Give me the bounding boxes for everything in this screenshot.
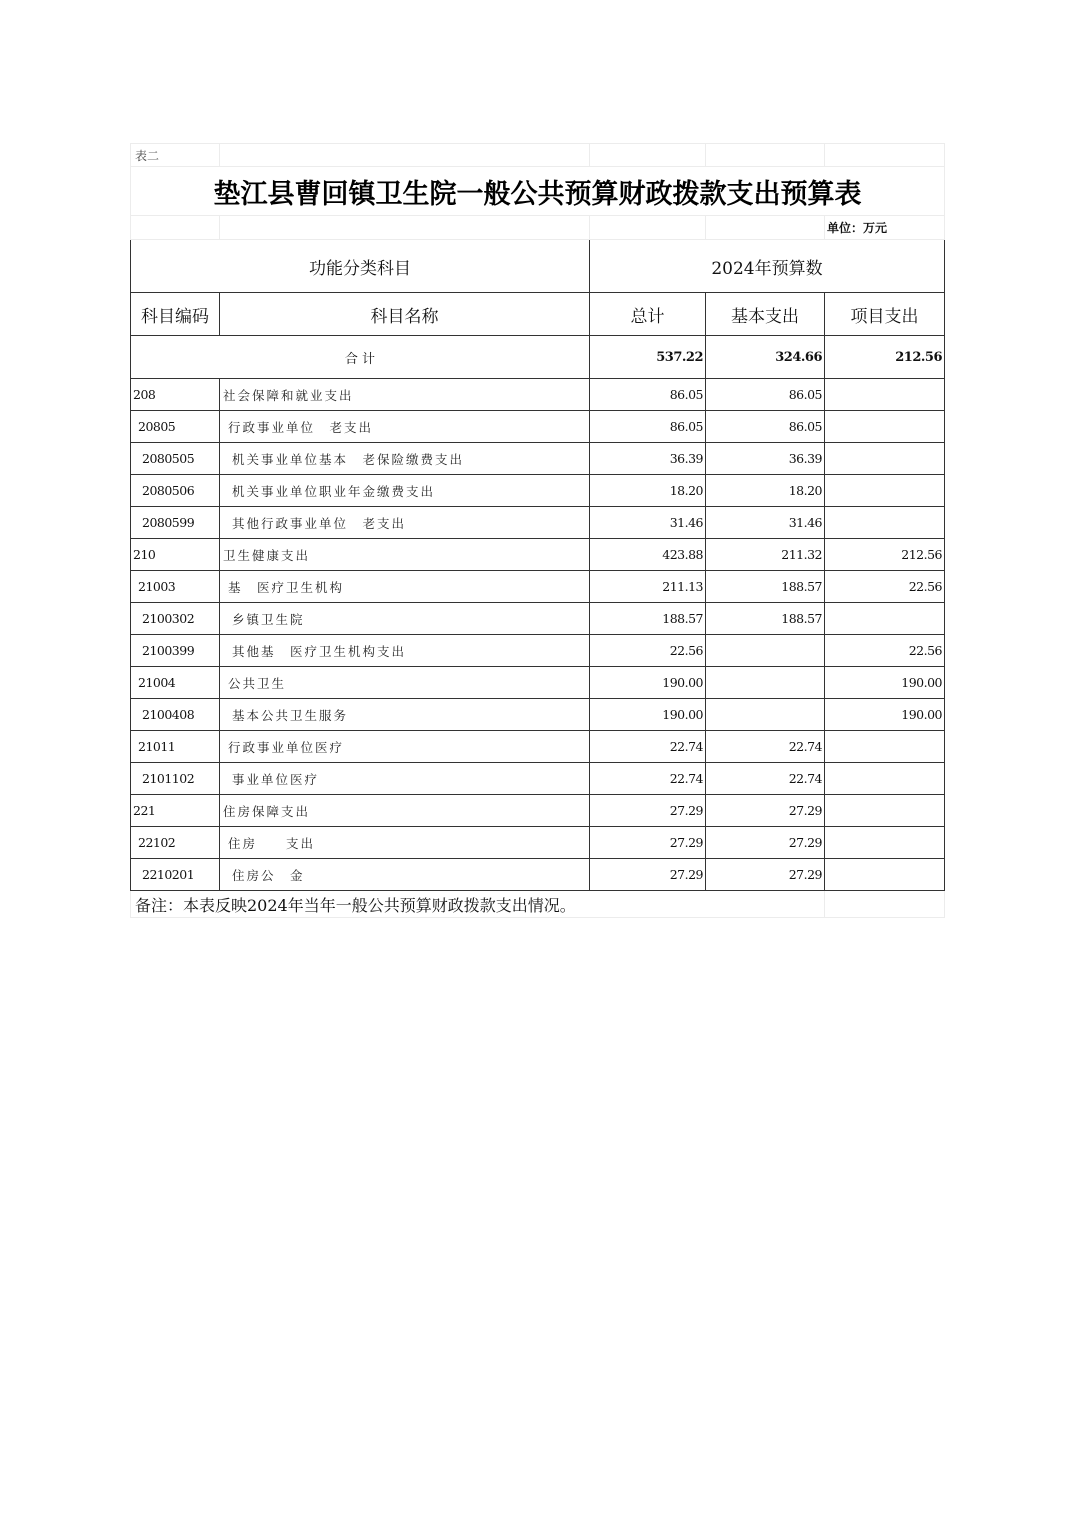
row-project: 212.56 [825, 539, 945, 571]
row-basic: 27.29 [706, 827, 825, 859]
row-code: 210 [131, 539, 220, 571]
row-code: 2210201 [131, 859, 220, 891]
budget-table [130, 143, 945, 918]
header-basic: 基本支出 [706, 293, 825, 336]
row-name: 其他基 医疗卫生机构支出 [220, 635, 590, 667]
row-name: 社会保障和就业支出 [220, 379, 590, 411]
row-code: 2100302 [131, 603, 220, 635]
table-row [131, 827, 945, 859]
row-code: 21011 [131, 731, 220, 763]
row-total: 18.20 [590, 475, 706, 507]
row-total: 22.74 [590, 731, 706, 763]
row-total: 22.74 [590, 763, 706, 795]
header-total: 总计 [590, 293, 706, 336]
row-name: 公共卫生 [220, 667, 590, 699]
header-function-category: 功能分类科目 [131, 240, 590, 293]
row-basic [706, 635, 825, 667]
row-total: 27.29 [590, 795, 706, 827]
unit-label: 单位：万元 [825, 216, 945, 240]
total-total: 537.22 [590, 336, 706, 379]
row-name: 行政事业单位医疗 [220, 731, 590, 763]
row-project [825, 443, 945, 475]
row-total: 27.29 [590, 827, 706, 859]
row-project [825, 827, 945, 859]
page-title: 垫江县曹回镇卫生院一般公共预算财政拨款支出预算表 [131, 167, 945, 216]
row-name: 行政事业单位 老支出 [220, 411, 590, 443]
row-code: 2100399 [131, 635, 220, 667]
row-code: 221 [131, 795, 220, 827]
row-total: 22.56 [590, 635, 706, 667]
table-row [131, 379, 945, 411]
row-basic: 22.74 [706, 763, 825, 795]
row-name: 基 医疗卫生机构 [220, 571, 590, 603]
table-row [131, 635, 945, 667]
total-project: 212.56 [825, 336, 945, 379]
row-name: 机关事业单位基本 老保险缴费支出 [220, 443, 590, 475]
table-row [131, 731, 945, 763]
header-budget-2024: 2024年预算数 [590, 240, 945, 293]
row-project [825, 731, 945, 763]
row-code: 2080506 [131, 475, 220, 507]
row-project [825, 475, 945, 507]
table-row [131, 443, 945, 475]
row-basic [706, 667, 825, 699]
row-code: 2080599 [131, 507, 220, 539]
row-basic: 188.57 [706, 571, 825, 603]
row-name: 住房 支出 [220, 827, 590, 859]
row-basic: 188.57 [706, 603, 825, 635]
row-code: 208 [131, 379, 220, 411]
row-code: 2101102 [131, 763, 220, 795]
row-project: 22.56 [825, 571, 945, 603]
row-project [825, 411, 945, 443]
row-code: 20805 [131, 411, 220, 443]
row-project [825, 763, 945, 795]
row-total: 31.46 [590, 507, 706, 539]
row-basic: 86.05 [706, 411, 825, 443]
row-project: 190.00 [825, 699, 945, 731]
header-code: 科目编码 [131, 293, 220, 336]
table-row [131, 507, 945, 539]
row-total: 86.05 [590, 411, 706, 443]
row-name: 基本公共卫生服务 [220, 699, 590, 731]
row-name: 住房公 金 [220, 859, 590, 891]
table-row [131, 699, 945, 731]
row-project [825, 379, 945, 411]
row-basic: 36.39 [706, 443, 825, 475]
row-project [825, 859, 945, 891]
row-code: 2100408 [131, 699, 220, 731]
row-basic: 86.05 [706, 379, 825, 411]
row-name: 卫生健康支出 [220, 539, 590, 571]
budget-sheet [130, 143, 944, 918]
table-row [131, 411, 945, 443]
row-basic: 31.46 [706, 507, 825, 539]
row-total: 86.05 [590, 379, 706, 411]
row-project [825, 795, 945, 827]
row-project: 22.56 [825, 635, 945, 667]
row-code: 2080505 [131, 443, 220, 475]
row-total: 36.39 [590, 443, 706, 475]
row-basic: 27.29 [706, 795, 825, 827]
table-row [131, 667, 945, 699]
row-name: 机关事业单位职业年金缴费支出 [220, 475, 590, 507]
row-total: 188.57 [590, 603, 706, 635]
row-project [825, 603, 945, 635]
row-project: 190.00 [825, 667, 945, 699]
row-total: 211.13 [590, 571, 706, 603]
row-code: 21004 [131, 667, 220, 699]
table-row [131, 475, 945, 507]
table-row [131, 603, 945, 635]
table-row [131, 539, 945, 571]
row-total: 27.29 [590, 859, 706, 891]
row-code: 21003 [131, 571, 220, 603]
total-label: 合 计 [131, 336, 590, 379]
row-project [825, 507, 945, 539]
row-name: 乡镇卫生院 [220, 603, 590, 635]
table-row [131, 763, 945, 795]
row-name: 其他行政事业单位 老支出 [220, 507, 590, 539]
row-total: 423.88 [590, 539, 706, 571]
row-basic: 211.32 [706, 539, 825, 571]
footnote: 备注：本表反映2024年当年一般公共预算财政拨款支出情况。 [131, 891, 825, 918]
header-name: 科目名称 [220, 293, 590, 336]
row-name: 住房保障支出 [220, 795, 590, 827]
row-total: 190.00 [590, 699, 706, 731]
row-basic: 27.29 [706, 859, 825, 891]
row-name: 事业单位医疗 [220, 763, 590, 795]
table-row [131, 795, 945, 827]
row-total: 190.00 [590, 667, 706, 699]
total-basic: 324.66 [706, 336, 825, 379]
header-project: 项目支出 [825, 293, 945, 336]
row-basic [706, 699, 825, 731]
row-basic: 18.20 [706, 475, 825, 507]
row-basic: 22.74 [706, 731, 825, 763]
total-row [131, 336, 945, 379]
table-row [131, 859, 945, 891]
table-label: 表二 [131, 144, 220, 167]
table-row [131, 571, 945, 603]
row-code: 22102 [131, 827, 220, 859]
